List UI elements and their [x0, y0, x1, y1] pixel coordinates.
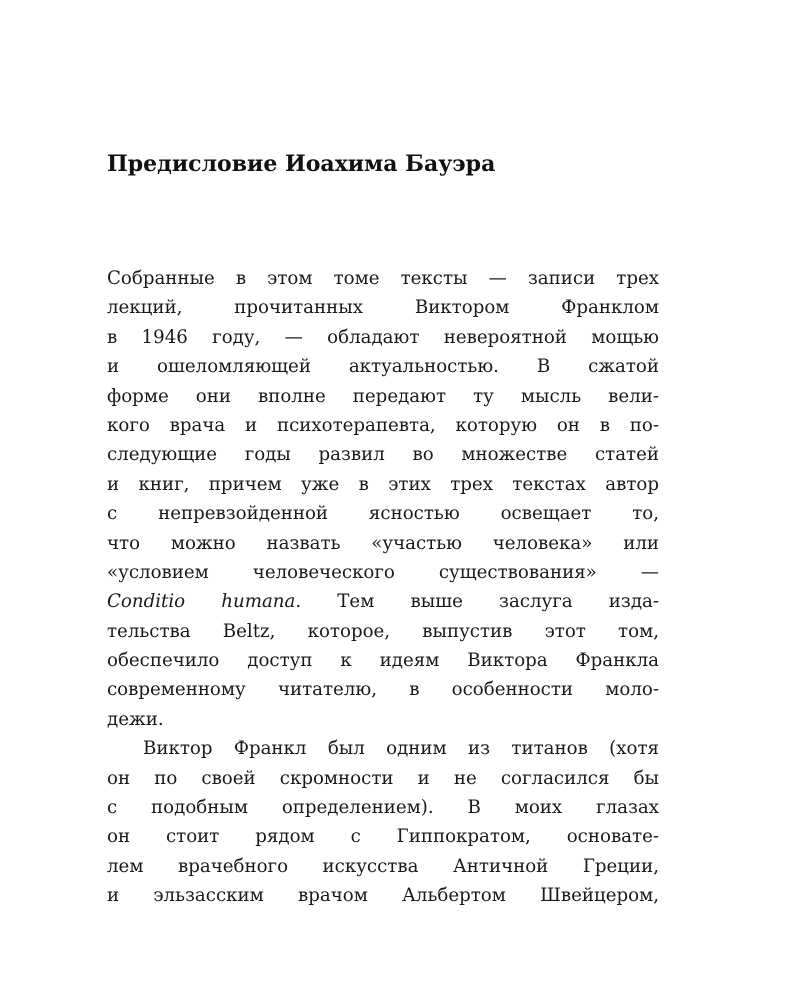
text-line: что можно назвать «участью человека» или [107, 532, 659, 554]
chapter-heading: Предисловие Иоахима Бауэра [107, 151, 496, 177]
text-line: с подобным определением). В моих глазах [107, 797, 659, 819]
text-line: дежи. [107, 708, 164, 730]
text-line: и эльзасским врачом Альбертом Швейцером, [107, 885, 659, 907]
text-line: следующие годы развил во множестве статей [107, 444, 659, 466]
text-line: лем врачебного искусства Античной Греции, [107, 855, 659, 877]
paragraph-start-line: Виктор Франкл был одним из титанов (хотя [143, 738, 659, 760]
text-line: современному читателю, в особенности моло- [107, 679, 659, 701]
text-line: «условием человеческого существования» — [107, 561, 659, 583]
text-line: обеспечило доступ к идеям Виктора Франкла [107, 650, 659, 672]
text-line: он стоит рядом с Гиппократом, основате- [107, 826, 659, 848]
latin-term: Conditio humana [107, 591, 296, 613]
body-text [107, 264, 659, 911]
text-line: тельства Beltz, которое, выпустив этот том, [107, 620, 659, 642]
text-line: он по своей скромности и не согласился бы [107, 767, 659, 789]
text-line-mixed [107, 587, 659, 616]
text-line: лекций, прочитанных Виктором Франклом [107, 297, 659, 319]
text-line: форме они вполне передают ту мысль вели- [107, 385, 659, 407]
text-line: кого врача и психотерапевта, которую он в по- [107, 414, 659, 436]
text-line: и книг, причем уже в этих трех текстах автор [107, 473, 659, 495]
text-line: в 1946 году, — обладают невероятной мощью [107, 326, 659, 348]
text-line: Собранные в этом томе тексты — записи трех [107, 268, 659, 289]
text-line: с непревзойденной ясностью освещает то, [107, 503, 659, 525]
text-line: и ошеломляющей актуальностью. В сжатой [107, 356, 659, 378]
text-line-rest: . Тем выше заслуга изда- [295, 591, 660, 613]
